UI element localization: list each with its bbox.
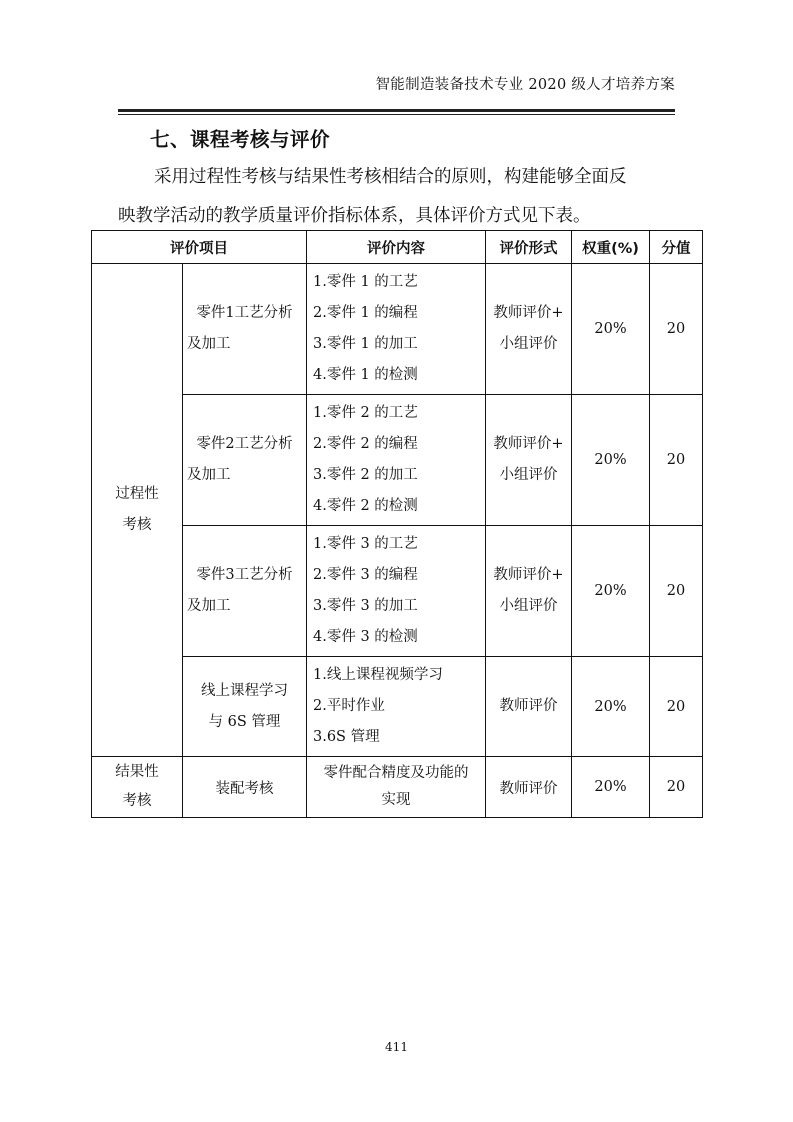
document-header-title: 智能制造装备技术专业 2020 级人才培养方案 xyxy=(375,77,675,93)
item-cell xyxy=(183,395,307,526)
score-cell: 20 xyxy=(650,657,703,757)
category-label: 结果性 xyxy=(115,764,159,780)
category-label: 考核 xyxy=(122,517,152,533)
table-row xyxy=(92,526,703,657)
form-label: 教师评价+ xyxy=(493,436,564,452)
weight-cell: 20% xyxy=(572,526,650,657)
content-cell xyxy=(307,757,486,818)
item-cell xyxy=(183,657,307,757)
table-row xyxy=(92,657,703,757)
form-label: 小组评价 xyxy=(499,336,558,352)
content-line: 1.零件 1 的工艺 xyxy=(313,274,418,290)
score-cell: 20 xyxy=(650,526,703,657)
section-heading: 七、课程考核与评价 xyxy=(150,128,331,151)
content-line: 1.线上课程视频学习 xyxy=(313,667,443,683)
weight-cell: 20% xyxy=(572,264,650,395)
content-cell xyxy=(307,657,486,757)
weight-cell: 20% xyxy=(572,757,650,818)
category-cell-process xyxy=(92,264,183,757)
header-cell-content: 评价内容 xyxy=(307,231,486,264)
form-cell: 教师评价 xyxy=(486,657,572,757)
content-line: 2.零件 2 的编程 xyxy=(313,436,418,452)
item-label: 及加工 xyxy=(187,467,231,483)
form-label: 小组评价 xyxy=(499,467,558,483)
content-line: 3.6S 管理 xyxy=(313,729,380,745)
item-label: 线上课程学习 xyxy=(201,682,288,699)
category-cell-result xyxy=(92,757,183,818)
content-line: 4.零件 3 的检测 xyxy=(313,629,418,645)
content-line: 2.零件 1 的编程 xyxy=(313,305,418,321)
score-cell: 20 xyxy=(650,757,703,818)
form-cell xyxy=(486,395,572,526)
weight-cell: 20% xyxy=(572,395,650,526)
content-line: 3.零件 2 的加工 xyxy=(313,467,418,483)
category-label: 过程性 xyxy=(115,486,159,502)
header-cell-form: 评价形式 xyxy=(486,231,572,264)
item-label: 零件2工艺分析 xyxy=(196,436,293,452)
table-header-row xyxy=(92,231,703,264)
content-line: 2.零件 3 的编程 xyxy=(313,567,418,583)
content-cell xyxy=(307,395,486,526)
intro-line-1: 采用过程性考核与结果性考核相结合的原则，构建能够全面反 xyxy=(154,167,627,187)
item-cell xyxy=(183,526,307,657)
content-line: 零件配合精度及功能的 xyxy=(323,765,469,781)
item-label: 及加工 xyxy=(187,336,231,352)
content-line: 4.零件 2 的检测 xyxy=(313,498,418,514)
item-label: 与 6S 管理 xyxy=(208,713,281,730)
item-label: 及加工 xyxy=(187,598,231,614)
score-cell: 20 xyxy=(650,395,703,526)
intro-line-2: 映教学活动的教学质量评价指标体系，具体评价方式见下表。 xyxy=(118,206,591,226)
table-row xyxy=(92,264,703,395)
content-line: 3.零件 1 的加工 xyxy=(313,336,418,352)
content-line: 2.平时作业 xyxy=(313,698,385,714)
header-rule-thin xyxy=(118,114,675,115)
intro-paragraph xyxy=(118,158,678,236)
form-label: 教师评价+ xyxy=(493,305,564,321)
form-cell xyxy=(486,526,572,657)
content-line: 3.零件 3 的加工 xyxy=(313,598,418,614)
form-cell: 教师评价 xyxy=(486,757,572,818)
table-row xyxy=(92,757,703,818)
item-label: 零件1工艺分析 xyxy=(196,305,293,321)
table-row xyxy=(92,395,703,526)
category-label: 考核 xyxy=(122,793,152,809)
item-cell: 装配考核 xyxy=(183,757,307,818)
header-cell-item: 评价项目 xyxy=(92,231,307,264)
page-number: 411 xyxy=(385,1040,408,1054)
content-line: 1.零件 3 的工艺 xyxy=(313,536,418,552)
header-cell-score: 分值 xyxy=(650,231,703,264)
content-line: 1.零件 2 的工艺 xyxy=(313,405,418,421)
header-cell-weight: 权重(%) xyxy=(572,231,650,264)
form-label: 小组评价 xyxy=(499,598,558,614)
content-line: 实现 xyxy=(381,792,411,808)
form-label: 教师评价+ xyxy=(493,567,564,583)
item-cell xyxy=(183,264,307,395)
header-rule-thick xyxy=(118,109,675,112)
score-cell: 20 xyxy=(650,264,703,395)
assessment-table xyxy=(91,230,703,818)
content-cell xyxy=(307,264,486,395)
content-line: 4.零件 1 的检测 xyxy=(313,367,418,383)
item-label: 零件3工艺分析 xyxy=(196,567,293,583)
content-cell xyxy=(307,526,486,657)
weight-cell: 20% xyxy=(572,657,650,757)
form-cell xyxy=(486,264,572,395)
